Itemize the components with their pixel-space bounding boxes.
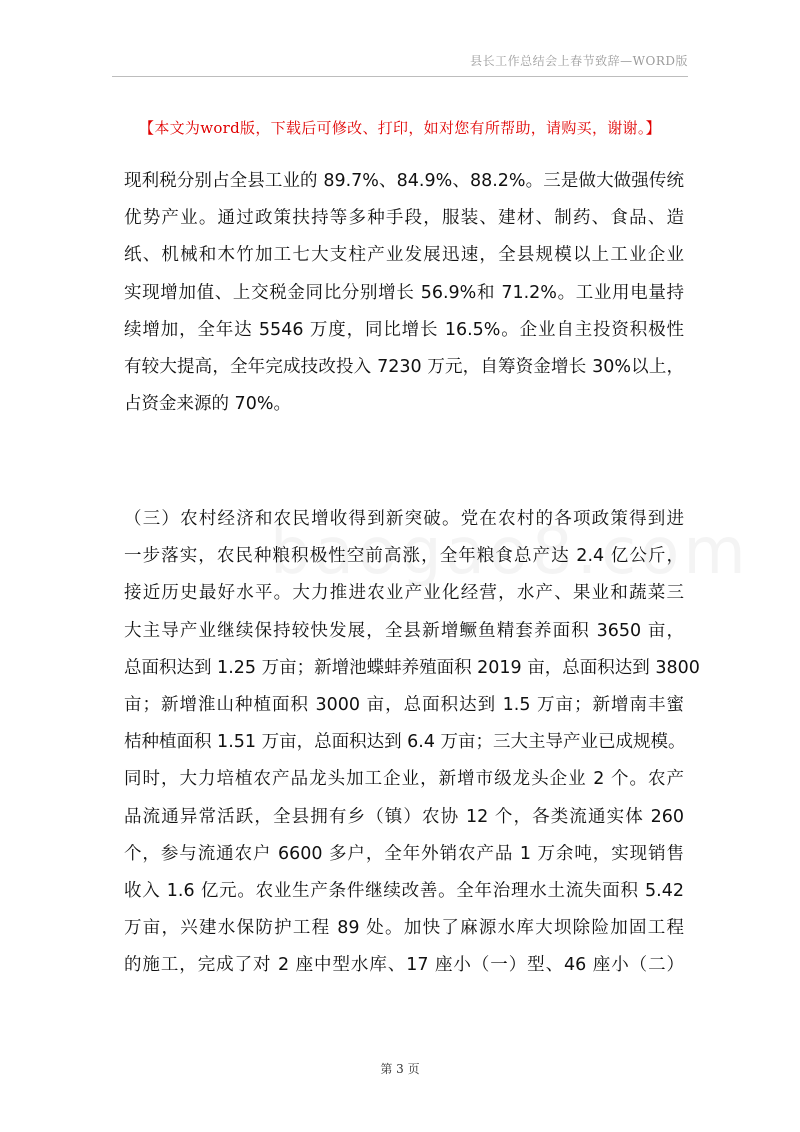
text-line: 个，参与流通农户 6600 多户，全年外销农产品 1 万余吨，实现销售 — [124, 843, 684, 864]
text-line: 续增加，全年达 5546 万度，同比增长 16.5%。企业自主投资积极性 — [124, 319, 684, 340]
text-line: 同时，大力培植农产品龙头加工企业，新增市级龙头企业 2 个。农产 — [124, 769, 684, 790]
text-line: 接近历史最好水平。大力推进农业产业化经营，水产、果业和蔬菜三 — [124, 583, 684, 604]
text-line: 万亩，兴建水保防护工程 89 处。加快了麻源水库大坝除险加固工程 — [124, 918, 684, 939]
text-line: 大主导产业继续保持较快发展，全县新增鳜鱼精套养面积 3650 亩， — [124, 620, 684, 641]
paragraph-industry — [124, 163, 684, 423]
text-line: 现利税分别占全县工业的 89.7%、84.9%、88.2%。三是做大做强传统 — [124, 171, 684, 191]
text-line: 占资金来源的 70%。 — [124, 394, 291, 415]
text-line: 的施工，完成了对 2 座中型水库、17 座小（一）型、46 座小（二） — [124, 955, 684, 976]
download-notice: 【本文为word版，下载后可修改、打印，如对您有所帮助，请购买，谢谢。】 — [139, 119, 661, 137]
text-line: 有较大提高，全年完成技改投入 7230 万元，自筹资金增长 30%以上， — [124, 356, 684, 377]
text-line: 实现增加值、上交税金同比分别增长 56.9%和 71.2%。工业用电量持 — [124, 282, 684, 303]
page-number: 第 3 页 — [380, 1062, 420, 1076]
paragraph-rural-economy — [124, 501, 700, 984]
text-line: 一步落实，农民种粮积极性空前高涨，全年粮食总产达 2.4 亿公斤， — [124, 546, 684, 567]
text-line: 优势产业。通过政策扶持等多种手段，服装、建材、制药、食品、造 — [124, 208, 684, 229]
text-line: 收入 1.6 亿元。农业生产条件继续改善。全年治理水土流失面积 5.42 — [124, 880, 684, 901]
text-line: 纸、机械和木竹加工七大支柱产业发展迅速，全县规模以上工业企业 — [124, 245, 684, 266]
page-header-title: 县长工作总结会上春节致辞—WORD版 — [470, 54, 688, 68]
text-line: 总面积达到 1.25 万亩；新增池蝶蚌养殖面积 2019 亩，总面积达到 3800 — [124, 657, 700, 678]
text-line: 桔种植面积 1.51 万亩，总面积达到 6.4 万亩；三大主导产业已成规模。 — [124, 732, 686, 753]
text-line: （三）农村经济和农民增收得到新突破。党在农村的各项政策得到进 — [124, 509, 684, 529]
text-line: 亩；新增淮山种植面积 3000 亩，总面积达到 1.5 万亩；新增南丰蜜 — [124, 694, 684, 715]
header-divider — [112, 76, 688, 77]
text-line: 品流通异常活跃，全县拥有乡（镇）农协 12 个，各类流通实体 260 — [124, 806, 684, 827]
